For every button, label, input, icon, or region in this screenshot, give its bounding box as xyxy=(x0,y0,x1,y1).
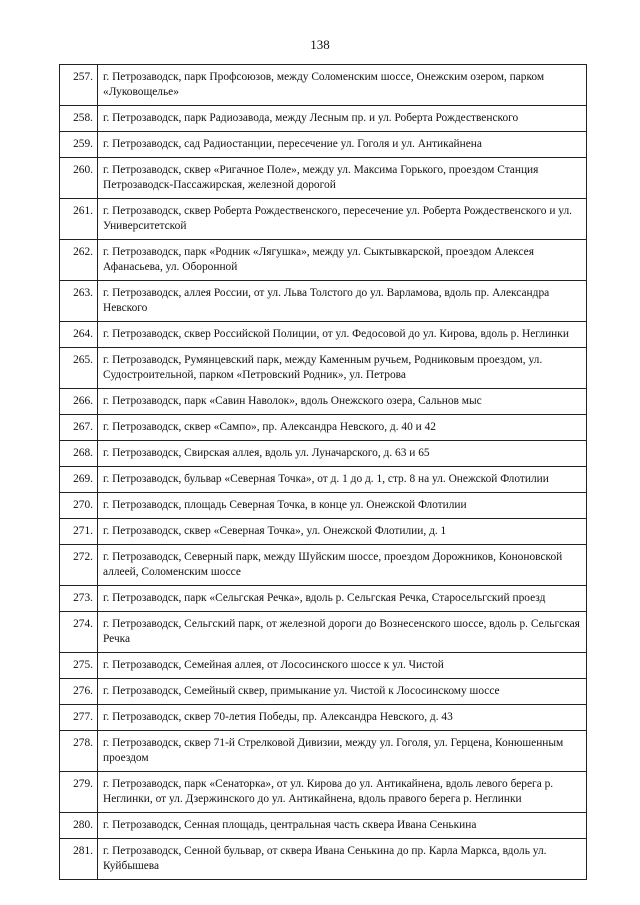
table-row xyxy=(60,65,587,106)
row-text: г. Петрозаводск, площадь Северная Точка, в конце ул. Онежской Флотилии xyxy=(98,493,587,519)
row-text: г. Петрозаводск, сад Радиостанции, пересечение ул. Гоголя и ул. Антикайнена xyxy=(98,132,587,158)
row-number: 258. xyxy=(60,106,98,132)
table-row xyxy=(60,106,587,132)
row-number: 281. xyxy=(60,839,98,880)
row-text: г. Петрозаводск, Свирская аллея, вдоль ул. Луначарского, д. 63 и 65 xyxy=(98,441,587,467)
row-number: 269. xyxy=(60,467,98,493)
row-text: г. Петрозаводск, парк «Савин Наволок», вдоль Онежского озера, Сальнов мыс xyxy=(98,389,587,415)
table-row xyxy=(60,348,587,389)
table-row xyxy=(60,545,587,586)
row-text: г. Петрозаводск, Семейная аллея, от Лососинского шоссе к ул. Чистой xyxy=(98,653,587,679)
row-number: 263. xyxy=(60,281,98,322)
row-number: 265. xyxy=(60,348,98,389)
places-table xyxy=(59,64,587,880)
row-text: г. Петрозаводск, парк «Сельгская Речка», вдоль р. Сельгская Речка, Старосельгский проезд xyxy=(98,586,587,612)
row-number: 271. xyxy=(60,519,98,545)
row-number: 273. xyxy=(60,586,98,612)
row-text: г. Петрозаводск, парк «Сенаторка», от ул. Кирова до ул. Антикайнена, вдоль левого берега р. Неглинки, от ул. Дзержинского до ул. Антикайнена, вдоль правого берега р. Неглинки xyxy=(98,772,587,813)
row-text: г. Петрозаводск, сквер 71-й Стрелковой Дивизии, между ул. Гоголя, ул. Герцена, Конюшенным проездом xyxy=(98,731,587,772)
row-text: г. Петрозаводск, сквер «Северная Точка», ул. Онежской Флотилии, д. 1 xyxy=(98,519,587,545)
places-table-body xyxy=(60,65,587,880)
row-number: 264. xyxy=(60,322,98,348)
table-row xyxy=(60,493,587,519)
table-row xyxy=(60,705,587,731)
row-number: 262. xyxy=(60,240,98,281)
row-number: 266. xyxy=(60,389,98,415)
table-row xyxy=(60,519,587,545)
row-number: 276. xyxy=(60,679,98,705)
row-text: г. Петрозаводск, сквер Российской Полиции, от ул. Федосовой до ул. Кирова, вдоль р. Неглинки xyxy=(98,322,587,348)
row-text: г. Петрозаводск, сквер «Ригачное Поле», между ул. Максима Горького, проездом Станция Петрозаводск-Пассажирская, железной дорогой xyxy=(98,158,587,199)
page-number: 138 xyxy=(310,37,330,52)
row-text: г. Петрозаводск, Румянцевский парк, между Каменным ручьем, Родниковым проездом, ул. Судостроительной, парком «Петровский Родник», ул. Петрова xyxy=(98,348,587,389)
row-text: г. Петрозаводск, парк Профсоюзов, между Соломенским шоссе, Онежским озером, парком «Луковощелье» xyxy=(98,65,587,106)
table-row xyxy=(60,132,587,158)
row-number: 260. xyxy=(60,158,98,199)
row-number: 279. xyxy=(60,772,98,813)
table-row xyxy=(60,679,587,705)
row-text: г. Петрозаводск, Сельгский парк, от железной дороги до Вознесенского шоссе, вдоль р. Сельгская Речка xyxy=(98,612,587,653)
table-row xyxy=(60,731,587,772)
row-text: г. Петрозаводск, Сенной бульвар, от сквера Ивана Сенькина до пр. Карла Маркса, вдоль ул. Куйбышева xyxy=(98,839,587,880)
row-text: г. Петрозаводск, Сенная площадь, центральная часть сквера Ивана Сенькина xyxy=(98,813,587,839)
row-number: 259. xyxy=(60,132,98,158)
table-row xyxy=(60,240,587,281)
table-row xyxy=(60,612,587,653)
table-row xyxy=(60,586,587,612)
row-text: г. Петрозаводск, Семейный сквер, примыкание ул. Чистой к Лососинскому шоссе xyxy=(98,679,587,705)
table-row xyxy=(60,322,587,348)
table-row xyxy=(60,839,587,880)
table-row xyxy=(60,281,587,322)
row-text: г. Петрозаводск, сквер 70-летия Победы, пр. Александра Невского, д. 43 xyxy=(98,705,587,731)
row-text: г. Петрозаводск, бульвар «Северная Точка», от д. 1 до д. 1, стр. 8 на ул. Онежской Флотилии xyxy=(98,467,587,493)
row-number: 272. xyxy=(60,545,98,586)
row-number: 274. xyxy=(60,612,98,653)
row-text: г. Петрозаводск, парк Радиозавода, между Лесным пр. и ул. Роберта Рождественского xyxy=(98,106,587,132)
table-row xyxy=(60,813,587,839)
row-number: 257. xyxy=(60,65,98,106)
row-text: г. Петрозаводск, сквер «Сампо», пр. Александра Невского, д. 40 и 42 xyxy=(98,415,587,441)
row-number: 278. xyxy=(60,731,98,772)
row-number: 261. xyxy=(60,199,98,240)
row-text: г. Петрозаводск, аллея России, от ул. Льва Толстого до ул. Варламова, вдоль пр. Александра Невского xyxy=(98,281,587,322)
table-row xyxy=(60,389,587,415)
table-row xyxy=(60,415,587,441)
table-row xyxy=(60,199,587,240)
row-number: 267. xyxy=(60,415,98,441)
row-number: 275. xyxy=(60,653,98,679)
table-row xyxy=(60,467,587,493)
row-text: г. Петрозаводск, сквер Роберта Рождественского, пересечение ул. Роберта Рождественского и ул. Университетской xyxy=(98,199,587,240)
row-text: г. Петрозаводск, Северный парк, между Шуйским шоссе, проездом Дорожников, Кононовской аллеей, Соломенским шоссе xyxy=(98,545,587,586)
row-text: г. Петрозаводск, парк «Родник «Лягушка», между ул. Сыктывкарской, проездом Алексея Афанасьева, ул. Оборонной xyxy=(98,240,587,281)
table-row xyxy=(60,772,587,813)
table-row xyxy=(60,653,587,679)
table-row xyxy=(60,158,587,199)
row-number: 277. xyxy=(60,705,98,731)
row-number: 268. xyxy=(60,441,98,467)
row-number: 270. xyxy=(60,493,98,519)
table-row xyxy=(60,441,587,467)
row-number: 280. xyxy=(60,813,98,839)
